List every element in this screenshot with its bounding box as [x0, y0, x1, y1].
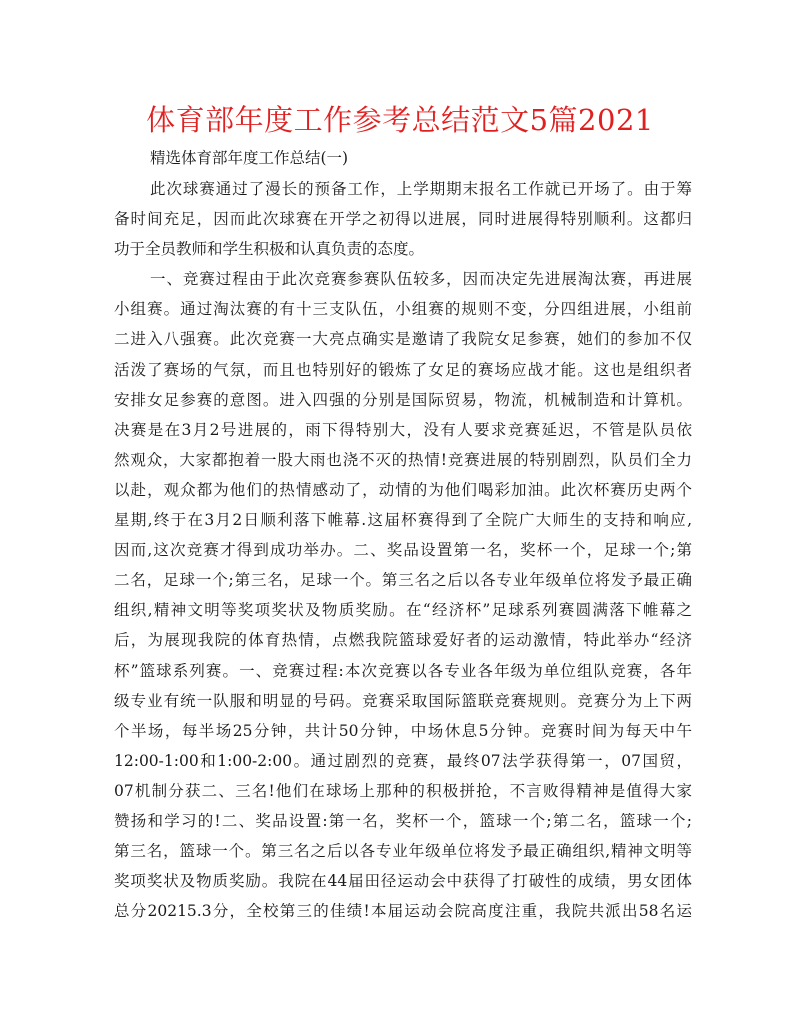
text-line: 安排女足参赛的意图。进入四强的分别是国际贸易，物流，机械制造和计算机。	[114, 390, 692, 409]
text-line: 级专业有统一队服和明显的号码。竞赛采取国际篮联竞赛规则。竞赛分为上下两	[114, 691, 692, 710]
text-line: 一、竞赛过程由于此次竞赛参赛队伍较多，因而决定先进展淘汰赛，再进展	[150, 270, 692, 289]
text-line: 备时间充足，因而此次球赛在开学之初得以进展，同时进展得特别顺利。这都归	[114, 210, 692, 229]
text-line: 然观众，大家都抱着一股大雨也浇不灭的热情!竞赛进展的特别剧烈，队员们全力	[114, 450, 692, 469]
section-heading: 精选体育部年度工作总结(一)	[150, 149, 349, 167]
text-line: 奖项奖状及物质奖励。我院在44届田径运动会中获得了打破性的成绩，男女团体	[114, 872, 692, 891]
text-line: 因而,这次竞赛才得到成功举办。二、奖品设置第一名，奖杯一个，足球一个;第	[114, 541, 692, 560]
text-line: 个半场，每半场25分钟，共计50分钟，中场休息5分钟。竞赛时间为每天中午	[114, 721, 692, 740]
text-line: 第三名，篮球一个。第三名之后以各专业年级单位将发予最正确组织,精神文明等	[114, 842, 692, 861]
text-line: 小组赛。通过淘汰赛的有十三支队伍，小组赛的规则不变，分四组进展，小组前	[114, 300, 692, 319]
text-line: 活泼了赛场的气氛，而且也特别好的锻炼了女足的赛场应战才能。这也是组织者	[114, 360, 692, 379]
page-title: 体育部年度工作参考总结范文5篇2021	[146, 103, 654, 137]
text-line: 决赛是在3月2号进展的，雨下得特别大，没有人要求竞赛延迟，不管是队员依	[114, 420, 692, 439]
text-line: 以赴，观众都为他们的热情感动了，动情的为他们喝彩加油。此次杯赛历史两个	[114, 480, 692, 499]
text-line: 07机制分获二、三名!他们在球场上那种的积极拼抢，不言败得精神是值得大家	[114, 781, 692, 800]
text-line: 功于全员教师和学生积极和认真负责的态度。	[114, 240, 425, 259]
text-line: 总分20215.3分，全校第三的佳绩!本届运动会院高度注重，我院共派出58名运	[114, 902, 692, 921]
text-line: 二名，足球一个;第三名，足球一个。第三名之后以各专业年级单位将发予最正确	[114, 571, 692, 590]
text-line: 12:00-1:00和1:00-2:00。通过剧烈的竞赛，最终07法学获得第一，07国贸，	[114, 751, 692, 770]
text-line: 二进入八强赛。此次竞赛一大亮点确实是邀请了我院女足参赛，她们的参加不仅	[114, 330, 692, 349]
text-line: 后，为展现我院的体育热情，点燃我院篮球爱好者的运动激情，特此举办“经济	[114, 631, 692, 650]
text-line: 杯”篮球系列赛。一、竞赛过程:本次竞赛以各专业各年级为单位组队竞赛，各年	[114, 661, 692, 680]
body-text	[114, 174, 692, 926]
text-line: 星期,终于在3月2日顺利落下帷幕.这届杯赛得到了全院广大师生的支持和响应,	[114, 511, 692, 530]
text-line: 赞扬和学习的!二、奖品设置:第一名，奖杯一个，篮球一个;第二名，篮球一个;	[114, 811, 692, 830]
text-line: 组织,精神文明等奖项奖状及物质奖励。在“经济杯”足球系列赛圆满落下帷幕之	[114, 601, 692, 620]
text-line: 此次球赛通过了漫长的预备工作，上学期期末报名工作就已开场了。由于筹	[150, 180, 692, 198]
